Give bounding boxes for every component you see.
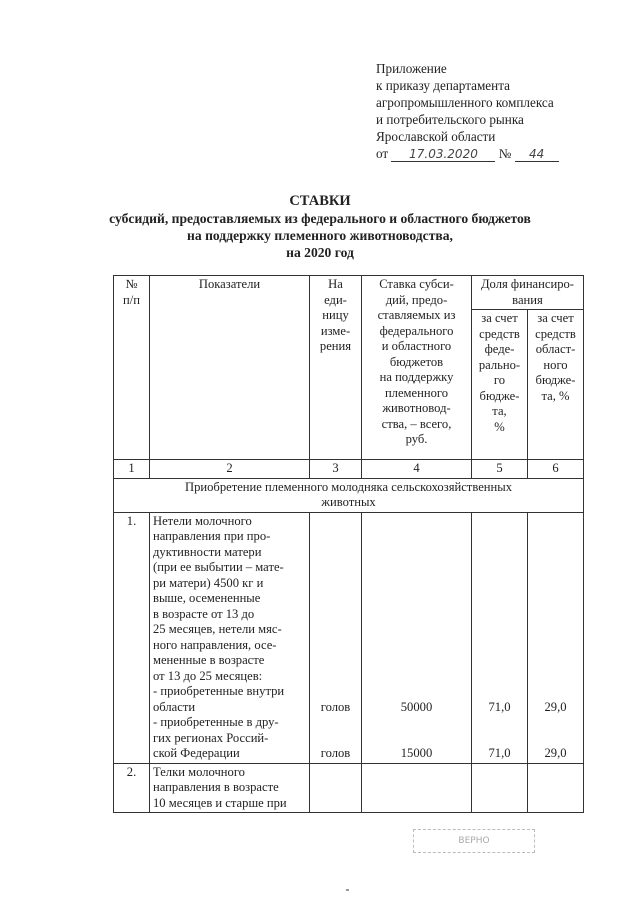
col-number: 4 [362,460,472,479]
section-heading: Приобретение племенного молодняка сельскохозяйственных животных [114,478,584,512]
appendix-line: агропромышленного комплекса [376,95,554,110]
row-unit-cell [310,512,362,763]
header-federal-share: за счет средств феде- рально- го бюдже- та, % [472,310,528,460]
regional-share-value: 29,0 [544,699,567,714]
header-unit: На еди- ницу изме- рения [310,276,362,460]
row-federal-cell [472,512,528,763]
order-date: 17.03.2020 [391,147,495,162]
number-label: № [498,146,512,161]
row-indicator: Нетели молочного направления при про- дуктивности матери (при ее выбытии – мате- ри матери) 4500 кг и выше, осемененные в возрасте от 13 до 25 месяцев, нетели мяс- ного направления, осе- мененные в возрасте от 13 до 25 месяцев: - приобретенные внутри области - приобретенные в дру- гих регионах Россий- ской Федерации [150,512,310,763]
scan-speck [346,889,349,891]
title-line: субсидий, предоставляемых из федерального и областного бюджетов [109,211,531,226]
unit-value: голов [320,699,351,714]
unit-value: голов [320,746,351,760]
header-indicators: Показатели [150,276,310,460]
col-number: 2 [150,460,310,479]
title-line: на поддержку племенного животноводства, [187,228,453,243]
col-number: 1 [114,460,150,479]
rate-value: 15000 [400,746,433,760]
row-indicator: Телки молочного направления в возрасте 10 месяцев и старше при [150,763,310,813]
header-share: Доля финансиро- вания [472,276,584,310]
column-numbers-row [114,460,584,479]
from-label: от [376,146,389,161]
title-line: на 2020 год [286,245,354,260]
col-number: 6 [528,460,584,479]
appendix-block [376,60,616,162]
order-number: 44 [515,147,559,162]
title-main: СТАВКИ [289,193,351,209]
col-number: 3 [310,460,362,479]
subsidy-rates-table [113,275,584,813]
row-number: 1. [114,512,150,763]
col-number: 5 [472,460,528,479]
rate-value: 50000 [400,699,433,714]
verification-stamp: ВЕРНО [413,829,535,853]
header-rate: Ставка субси- дий, предо- ставляемых из федерального и областного бюджетов на поддержку племенного животновод- ства, – всего, руб. [362,276,472,460]
federal-share-value: 71,0 [488,699,511,714]
document-title [0,193,640,261]
row-regional-cell [528,512,584,763]
row-rate-cell [362,512,472,763]
appendix-line: и потребительского рынка [376,112,524,127]
header-num: № п/п [114,276,150,460]
federal-share-value: 71,0 [488,746,511,760]
regional-share-value: 29,0 [544,746,567,760]
row-number: 2. [114,763,150,813]
appendix-line: Приложение [376,61,447,76]
header-regional-share: за счет средств област- ного бюдже- та, % [528,310,584,460]
table-row [114,763,584,813]
order-date-number-line [376,145,616,162]
table-row [114,512,584,763]
appendix-line: Ярославской области [376,129,496,144]
appendix-line: к приказу департамента [376,78,510,93]
